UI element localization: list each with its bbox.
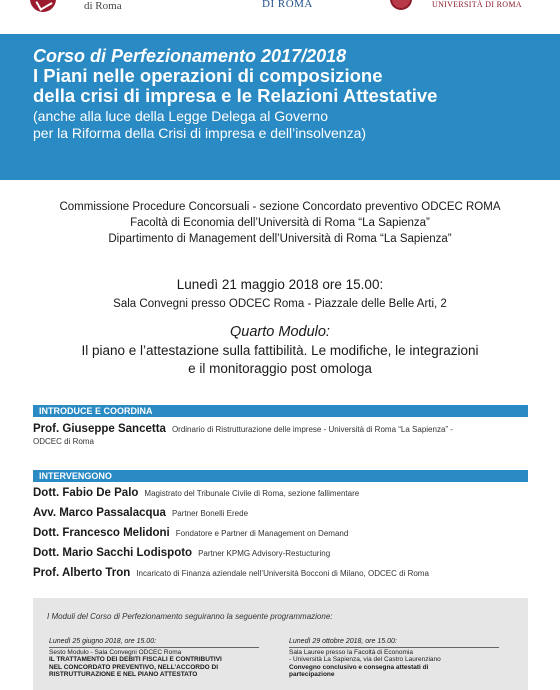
organizer-line: Facoltà di Economia dell’Università di Roma “La Sapienza” — [130, 217, 430, 229]
speaker-row — [33, 487, 528, 500]
logo-strip — [0, 0, 560, 34]
moderator-role: Ordinario di Ristrutturazione delle imprese - Università di Roma “La Sapienza” - — [171, 425, 453, 434]
logo-middle-text: DI ROMA — [262, 0, 313, 10]
module-description-line-1: Il piano e l’attestazione sulla fattibilità. Le modifiche, le integrazioni — [81, 343, 479, 358]
module-title: Quarto Modulo: — [230, 324, 330, 340]
event-date: Lunedì 21 maggio 2018 ore 15.00: — [176, 277, 384, 292]
programme-topic: Convegno conclusivo e consegna attestati di — [289, 663, 429, 671]
programme-location: Sala Lauree presso la Facoltà di Economia — [289, 648, 413, 656]
organizers — [0, 199, 560, 247]
programme-location: - Università La Sapienza, via del Castro Laurenziano — [289, 656, 441, 663]
moderator-name: Prof. Giuseppe Sancetta — [33, 423, 166, 435]
speaker-name: Dott. Mario Sacchi Lodispoto — [33, 547, 193, 559]
odcec-logo-icon — [30, 0, 56, 12]
title-banner — [0, 34, 560, 180]
speaker-row — [33, 567, 528, 580]
programme-item-left — [49, 638, 269, 679]
logo-left-text: di Roma — [84, 0, 122, 12]
programme-heading: I Moduli del Corso di Perfezionamento seguiranno la seguente programmazione: — [47, 612, 333, 621]
moderator — [33, 423, 528, 448]
programme-topic: NEL CONCORDATO PREVENTIVO, NELL’ACCORDO DI — [49, 663, 219, 671]
speaker-name: Dott. Fabio De Palo — [33, 487, 139, 499]
organizer-line: Commissione Procedure Concorsuali - sezione Concordato preventivo ODCEC ROMA — [59, 201, 501, 213]
programme-date: Lunedì 25 giugno 2018, ore 15.00: — [49, 638, 157, 645]
speaker-role: Partner KPMG Advisory-Restucturing — [198, 549, 331, 558]
speaker-row — [33, 527, 528, 540]
speaker-role: Magistrato del Tribunale Civile di Roma, sezione fallimentare — [144, 489, 360, 498]
course-title: Corso di Perfezionamento 2017/2018 — [33, 46, 347, 66]
event-place: Sala Convegni presso ODCEC Roma - Piazzale delle Belle Arti, 2 — [113, 298, 447, 310]
section-header-speakers: INTERVENGONO — [33, 470, 528, 482]
divider — [289, 647, 499, 648]
event-title-line-1: I Piani nelle operazioni di composizione — [33, 65, 383, 86]
programme-item-right — [289, 638, 509, 679]
event-info — [0, 276, 560, 312]
module-description-line-2: e il monitoraggio post omologa — [188, 361, 372, 376]
programme-box — [33, 598, 528, 690]
programme-topic: partecipazione — [289, 671, 335, 678]
programme-topic: RISTRUTTURAZIONE E NEL PIANO ATTESTATO — [49, 671, 198, 678]
sapienza-seal-icon — [390, 0, 412, 10]
speaker-name: Avv. Marco Passalacqua — [33, 507, 166, 519]
event-subtitle-line-1: (anche alla luce della Legge Delega al Governo — [33, 108, 328, 124]
event-subtitle-line-2: per la Riforma della Crisi di impresa e dell’insolvenza) — [33, 125, 367, 141]
speaker-row — [33, 547, 528, 560]
programme-topic: IL TRATTAMENTO DEI DEBITI FISCALI E CONTRIBUTIVI — [49, 656, 222, 663]
event-title-line-2: della crisi di impresa e le Relazioni Attestative — [33, 85, 438, 106]
programme-date: Lunedì 29 ottobre 2018, ore 15.00: — [289, 638, 397, 645]
organizer-line: Dipartimento di Management dell’Università di Roma “La Sapienza” — [108, 233, 452, 245]
module-block — [0, 323, 560, 378]
moderator-role-cont: ODCEC di Roma — [33, 437, 94, 446]
logo-right-text: UNIVERSITÀ DI ROMA — [432, 0, 522, 9]
speaker-role: Partner Bonelli Erede — [171, 509, 249, 518]
divider — [49, 647, 259, 648]
speaker-row — [33, 507, 528, 520]
speaker-name: Dott. Francesco Melidoni — [33, 527, 170, 539]
section-header-intro: INTRODUCE E COORDINA — [33, 405, 528, 417]
speaker-name: Prof. Alberto Tron — [33, 567, 131, 579]
speaker-role: Incaricato di Finanza aziendale nell’Università Bocconi di Milano, ODCEC di Roma — [136, 569, 429, 578]
programme-location: Sesto Modulo - Sala Convegni ODCEC Roma — [49, 648, 182, 656]
speaker-role: Fondatore e Partner di Management on Demand — [175, 529, 349, 538]
